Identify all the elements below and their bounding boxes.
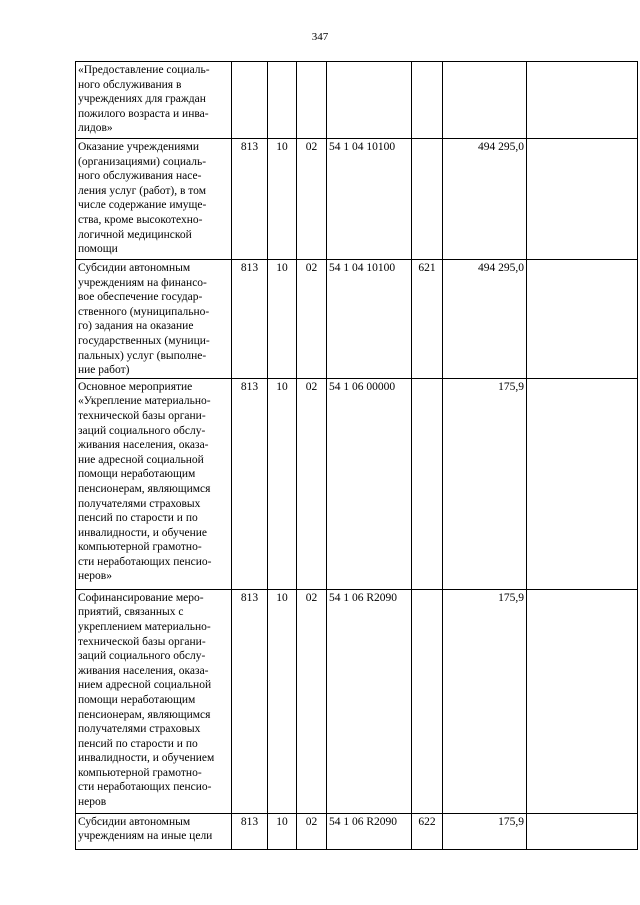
cell-section: 10 (268, 378, 297, 589)
row-name-text: «Предоставление социаль- ного обслуживания в учреждениях для граждан пожилого возраста и инва- лидов» (78, 64, 210, 135)
table-row (76, 139, 638, 260)
cell-target-article (327, 62, 412, 139)
cell-extra (527, 378, 638, 589)
table-row (76, 589, 638, 813)
cell-ministry: 813 (232, 589, 268, 813)
budget-table (75, 61, 638, 850)
cell-extra (527, 813, 638, 849)
cell-extra (527, 62, 638, 139)
cell-expense-type: 621 (412, 260, 443, 379)
cell-subsection: 02 (297, 589, 327, 813)
cell-target-article: 54 1 04 10100 (327, 260, 412, 379)
cell-name (76, 139, 232, 260)
row-name-text: Субсидии автономным учреждениям на иные цели (78, 815, 213, 843)
cell-subsection: 02 (297, 260, 327, 379)
cell-amount: 175,9 (443, 813, 527, 849)
cell-expense-type: 622 (412, 813, 443, 849)
cell-ministry: 813 (232, 260, 268, 379)
table-row (76, 260, 638, 379)
cell-name (76, 378, 232, 589)
cell-ministry: 813 (232, 813, 268, 849)
cell-expense-type (412, 378, 443, 589)
cell-extra (527, 260, 638, 379)
cell-name (76, 589, 232, 813)
cell-subsection: 02 (297, 378, 327, 589)
cell-ministry: 813 (232, 378, 268, 589)
cell-amount: 175,9 (443, 589, 527, 813)
cell-expense-type (412, 62, 443, 139)
cell-subsection: 02 (297, 813, 327, 849)
cell-section: 10 (268, 813, 297, 849)
cell-name (76, 260, 232, 379)
budget-table-body (76, 62, 638, 850)
table-row (76, 378, 638, 589)
row-name-text: Софинансирование меро- приятий, связанных с укреплением материально- технической базы органи- заций социального обслу- живания населения, оказа- нием адресной социальной помощи неработающим пенсионерам, являющимся получателями страховых пенсий по старости и по инвалидности, и обучением компьютерной грамотно- сти неработающих пенсио- неров (78, 591, 215, 809)
cell-section: 10 (268, 139, 297, 260)
cell-subsection (297, 62, 327, 139)
cell-ministry: 813 (232, 139, 268, 260)
row-name-text: Оказание учреждениями (организациями) социаль- ного обслуживания насе- ления услуг (работ), в том числе содержание имуще- ства, кроме высокотехно- логичной медицинской помощи (78, 141, 207, 256)
table-row (76, 62, 638, 139)
cell-amount: 175,9 (443, 378, 527, 589)
cell-target-article: 54 1 06 R2090 (327, 813, 412, 849)
cell-expense-type (412, 589, 443, 813)
cell-target-article: 54 1 06 R2090 (327, 589, 412, 813)
row-name-text: Основное мероприятие «Укрепление материально- технической базы органи- заций социального обслу- живания населения, оказа- ние адресной социальной помощи неработающим пенсионерам, являющимся получателями страховых пенсий по старости и по инвалидности, и обучение компьютерной грамотно- сти неработающих пенсио- неров» (78, 380, 212, 583)
row-name-text: Субсидии автономным учреждениям на финансо- вое обеспечение государ- ственного (муниципально- го) задания на оказание государственных (муници- пальных) услуг (выполне- ние работ) (78, 262, 210, 377)
cell-name (76, 813, 232, 849)
cell-name (76, 62, 232, 139)
cell-target-article: 54 1 06 00000 (327, 378, 412, 589)
cell-amount (443, 62, 527, 139)
cell-section (268, 62, 297, 139)
cell-section: 10 (268, 589, 297, 813)
cell-extra (527, 139, 638, 260)
page-number: 347 (311, 31, 329, 43)
cell-amount: 494 295,0 (443, 260, 527, 379)
cell-amount: 494 295,0 (443, 139, 527, 260)
cell-extra (527, 589, 638, 813)
cell-subsection: 02 (297, 139, 327, 260)
table-row (76, 813, 638, 849)
cell-expense-type (412, 139, 443, 260)
cell-section: 10 (268, 260, 297, 379)
cell-ministry (232, 62, 268, 139)
cell-target-article: 54 1 04 10100 (327, 139, 412, 260)
